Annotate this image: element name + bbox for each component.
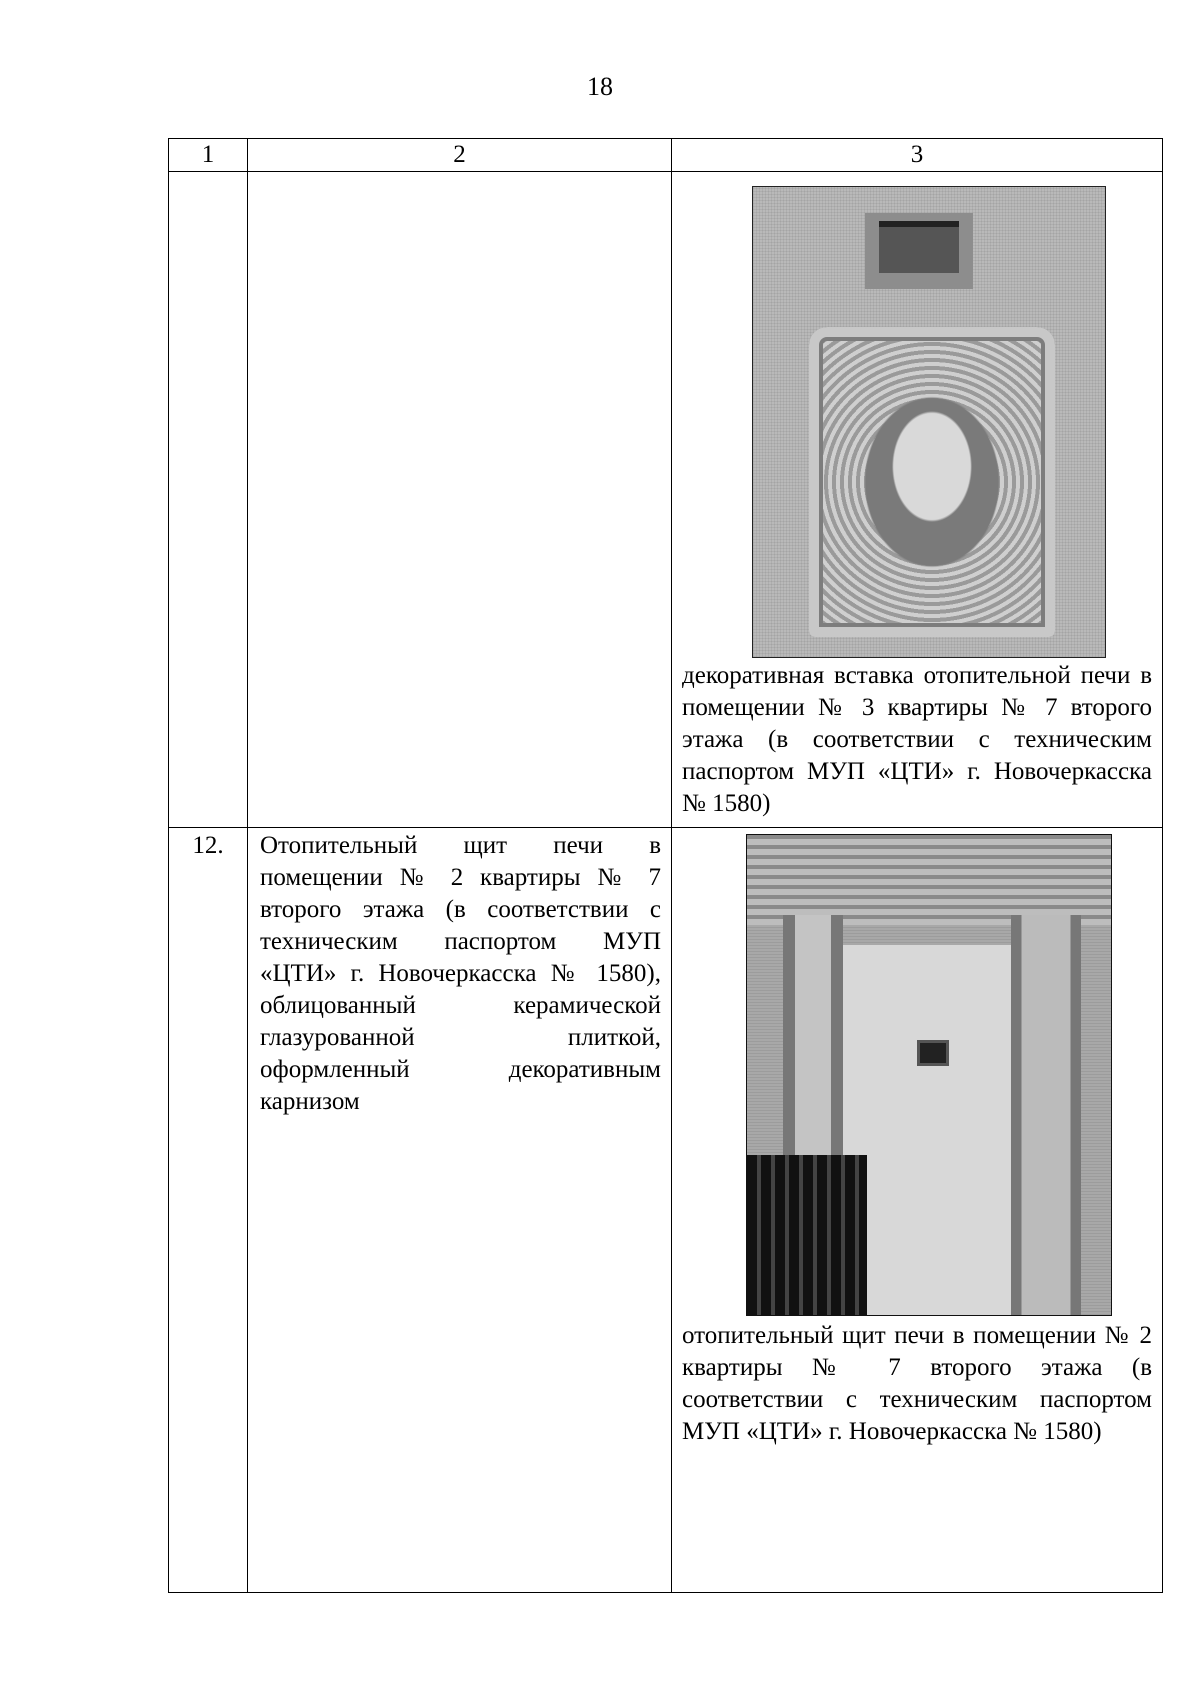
photo-caption: отопительный щит печи в помещении № 2 квартиры № 7 второго этажа (в соответствии с техническим паспортом МУП «ЦТИ» г. Новочеркасска № 1580)	[682, 1322, 1152, 1445]
stove-insert-photo	[752, 186, 1106, 658]
row-description	[248, 172, 671, 174]
page-number: 18	[587, 72, 613, 101]
photo-ornament	[809, 327, 1055, 637]
row-description-cell	[248, 828, 672, 1593]
photo-furniture	[747, 1155, 867, 1315]
table-header-row	[169, 139, 1163, 172]
header-cell-3: 3	[672, 139, 1163, 172]
row-description-cell	[248, 172, 672, 828]
header-cell-1: 1	[169, 139, 248, 172]
row-number	[169, 172, 248, 828]
row-photo-cell	[672, 828, 1163, 1593]
objects-table	[168, 138, 1163, 1593]
row-description: Отопительный щит печи в помещении № 2 квартиры № 7 второго этажа (в соответствии с техническим паспортом МУП «ЦТИ» г. Новочеркасска № 1580), облицованный керамической глазурованной плиткой, оформленный декоративным карнизом	[260, 832, 661, 1115]
photo-vent	[917, 1040, 949, 1066]
table-row	[169, 828, 1163, 1593]
photo-small-frame	[865, 213, 973, 289]
row-photo-cell	[672, 172, 1163, 828]
stove-shield-photo	[746, 834, 1112, 1316]
photo-ceiling	[747, 835, 1111, 925]
header-cell-2: 2	[248, 139, 672, 172]
photo-caption: декоративная вставка отопительной печи в помещении № 3 квартиры № 7 второго этажа (в соответствии с техническим паспортом МУП «ЦТИ» г. Новочеркасска № 1580)	[682, 662, 1152, 817]
table-row	[169, 172, 1163, 828]
row-number: 12.	[169, 828, 248, 1593]
photo-pillar-right	[1011, 915, 1081, 1315]
photo-tiled-wall	[843, 945, 1011, 1315]
